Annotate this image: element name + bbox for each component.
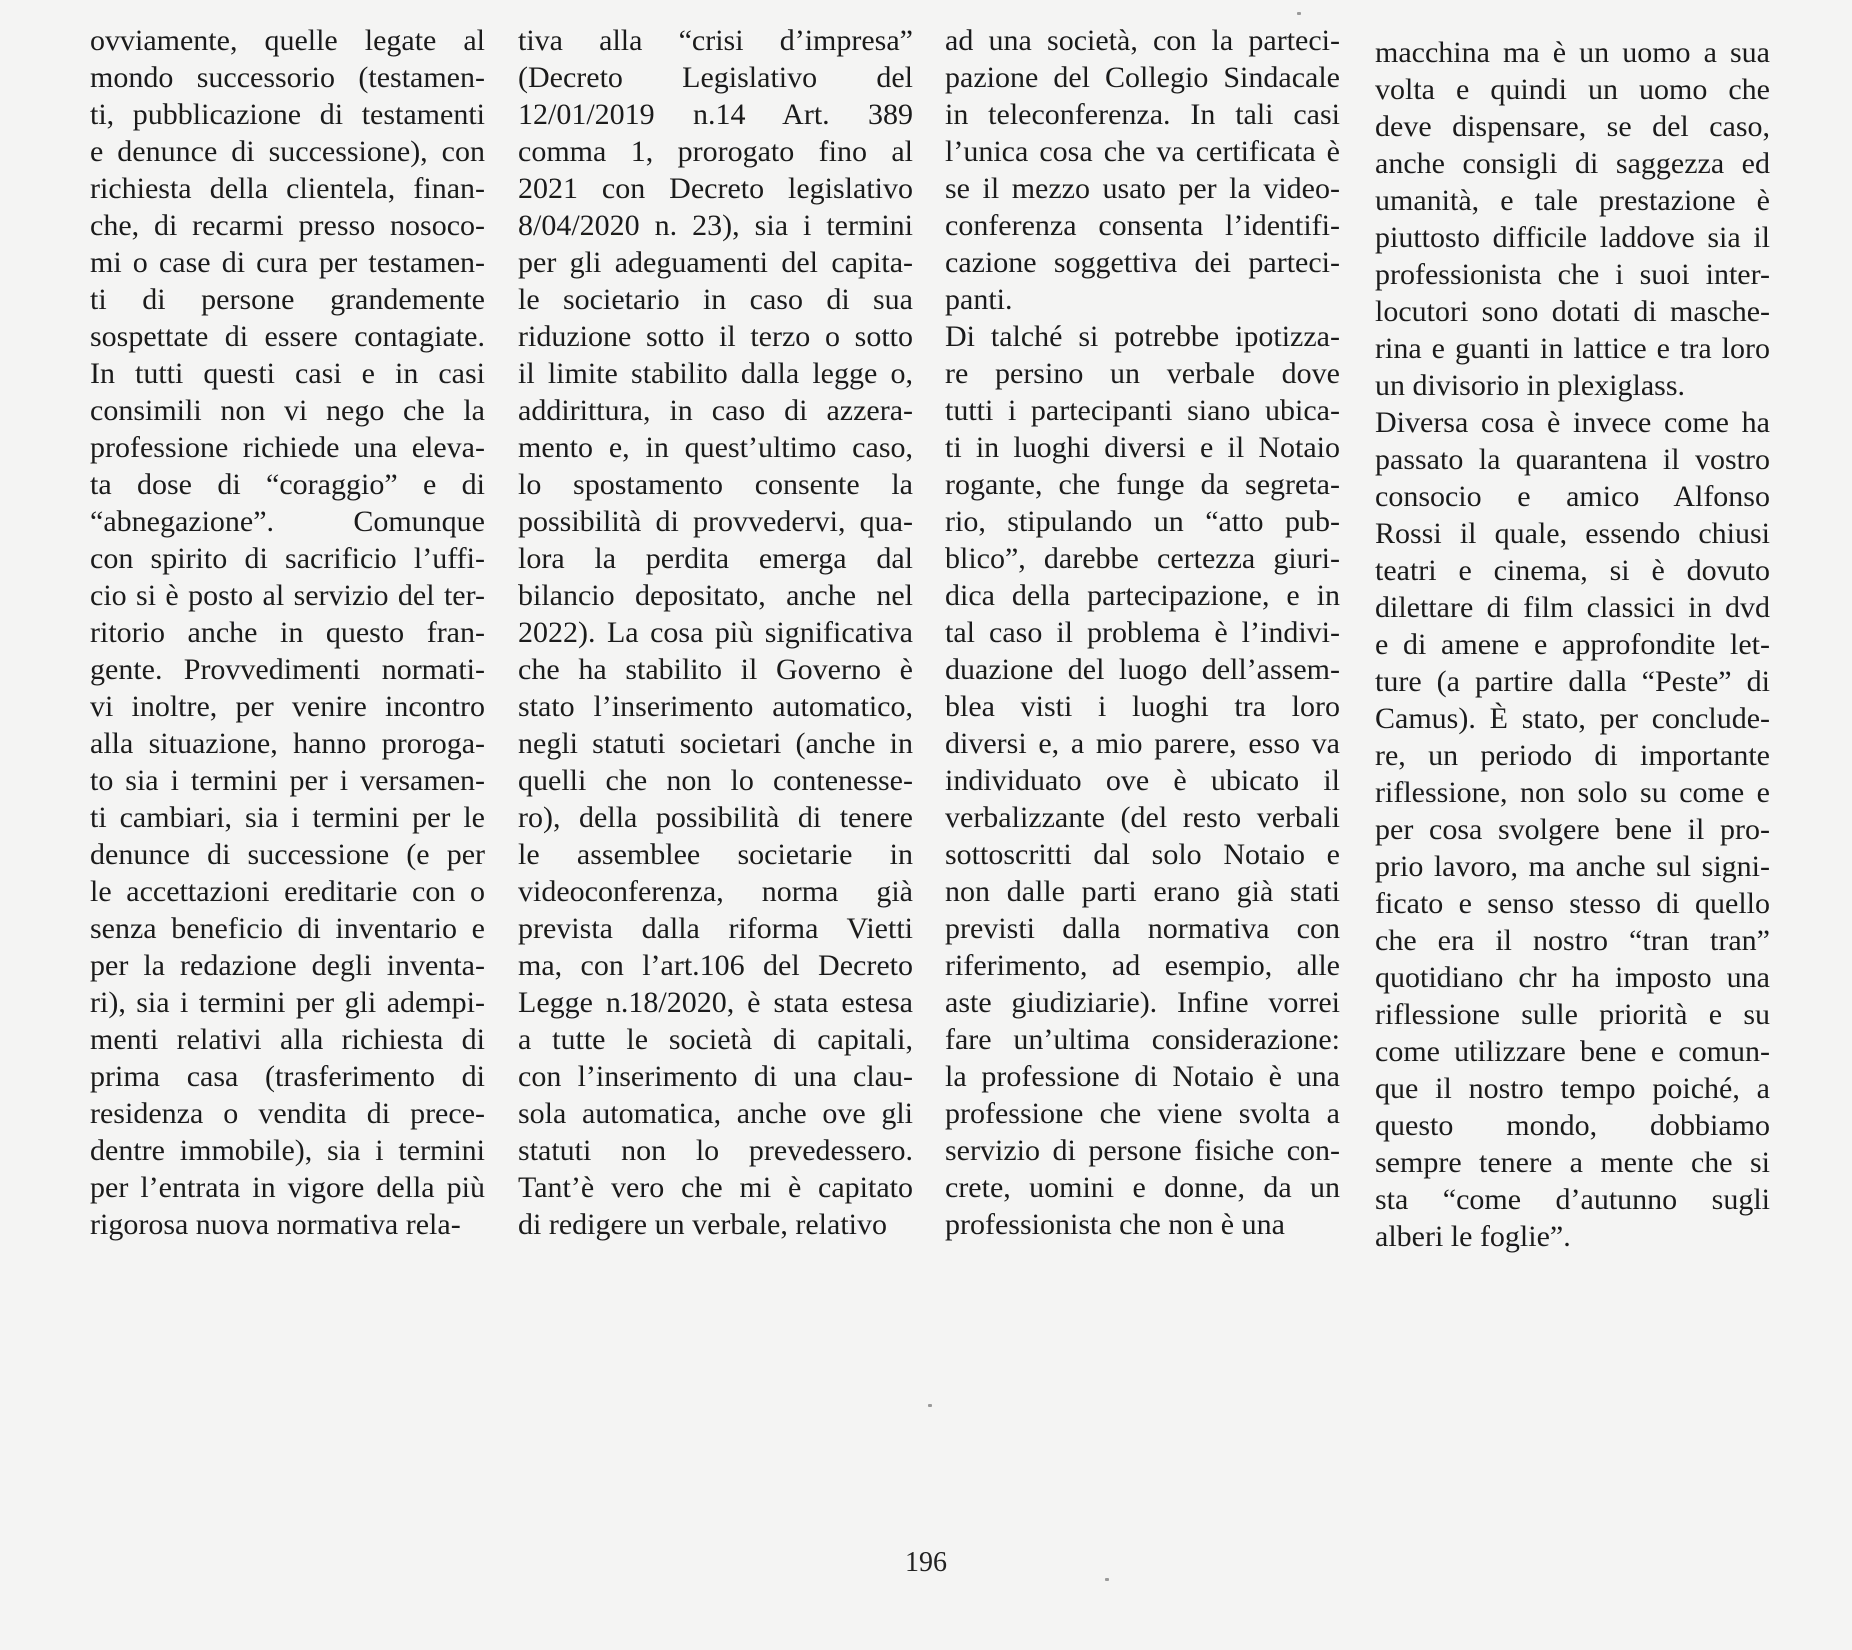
text-line: “abnegazione”. Comunque: [90, 505, 485, 538]
text-line: re, un periodo di importante: [1375, 739, 1770, 772]
text-line: non dalle parti erano già stati: [945, 875, 1340, 908]
text-line: mi o case di cura per testamen-: [90, 246, 485, 279]
text-line: conferenza consenta l’identifi-: [945, 209, 1340, 242]
text-line: Di talché si potrebbe ipotizza-: [945, 320, 1340, 353]
text-line: rigorosa nuova normativa rela-: [90, 1208, 461, 1241]
text-line: ti, pubblicazione di testamenti: [90, 98, 485, 131]
text-line: e denunce di successione), con: [90, 135, 485, 168]
text-line: di redigere un verbale, relativo: [518, 1208, 887, 1241]
text-line: crete, uomini e donne, da un: [945, 1171, 1340, 1204]
text-line: In tutti questi casi e in casi: [90, 357, 485, 390]
text-line: ro), della possibilità di tenere: [518, 801, 913, 834]
text-line: con l’inserimento di una clau-: [518, 1060, 913, 1093]
text-line: sottoscritti dal solo Notaio e: [945, 838, 1340, 871]
text-line: 8/04/2020 n. 23), sia i termini: [518, 209, 913, 242]
text-line: consimili non vi nego che la: [90, 394, 485, 427]
text-line: bilancio depositato, anche nel: [518, 579, 913, 612]
text-line: videoconferenza, norma già: [518, 875, 913, 908]
text-line: stato l’inserimento automatico,: [518, 690, 913, 723]
text-line: riflessione, non solo su come e: [1375, 776, 1770, 809]
text-line: duazione del luogo dell’assem-: [945, 653, 1340, 686]
text-line: Diversa cosa è invece come ha: [1375, 406, 1770, 439]
text-line: rina e guanti in lattice e tra loro: [1375, 332, 1770, 365]
text-line: 12/01/2019 n.14 Art. 389: [518, 98, 913, 131]
text-line: mento e, in quest’ultimo caso,: [518, 431, 913, 464]
text-line: alla situazione, hanno proroga-: [90, 727, 485, 760]
text-line: per la redazione degli inventa-: [90, 949, 485, 982]
text-line: e di amene e approfondite let-: [1375, 628, 1770, 661]
text-line: ovviamente, quelle legate al: [90, 24, 485, 57]
text-line: le accettazioni ereditarie con o: [90, 875, 485, 908]
text-line: possibilità di provvedervi, qua-: [518, 505, 913, 538]
text-line: Legge n.18/2020, è stata estesa: [518, 986, 913, 1019]
text-line: per gli adeguamenti del capita-: [518, 246, 913, 279]
text-line: professione che viene svolta a: [945, 1097, 1340, 1130]
text-line: (Decreto Legislativo del: [518, 61, 913, 94]
text-line: le assemblee societarie in: [518, 838, 913, 871]
text-line: ta dose di “coraggio” e di: [90, 468, 485, 501]
text-column-3: [945, 22, 1340, 1243]
text-line: aste giudiziarie). Infine vorrei: [945, 986, 1340, 1019]
text-line: diversi e, a mio parere, esso va: [945, 727, 1340, 760]
text-line: questo mondo, dobbiamo: [1375, 1109, 1770, 1142]
text-line: lo spostamento consente la: [518, 468, 913, 501]
text-line: ficato e senso stesso di quello: [1375, 887, 1770, 920]
text-line: cazione soggettiva dei parteci-: [945, 246, 1340, 279]
text-line: tiva alla “crisi d’impresa”: [518, 24, 913, 57]
text-line: umanità, e tale prestazione è: [1375, 184, 1770, 217]
text-line: rio, stipulando un “atto pub-: [945, 505, 1340, 538]
text-line: cio si è posto al servizio del ter-: [90, 579, 485, 612]
text-line: se il mezzo usato per la video-: [945, 172, 1340, 205]
text-line: tutti i partecipanti siano ubica-: [945, 394, 1340, 427]
scan-speck: [928, 1404, 932, 1407]
text-line: sospettate di essere contagiate.: [90, 320, 485, 353]
text-line: l’unica cosa che va certificata è: [945, 135, 1340, 168]
text-line: individuato ove è ubicato il: [945, 764, 1340, 797]
text-line: riduzione sotto il terzo o sotto: [518, 320, 913, 353]
text-line: tal caso il problema è l’indivi-: [945, 616, 1340, 649]
text-line: sta “come d’autunno sugli: [1375, 1183, 1770, 1216]
text-line: locutori sono dotati di masche-: [1375, 295, 1770, 328]
text-line: que il nostro tempo poiché, a: [1375, 1072, 1770, 1105]
text-line: a tutte le società di capitali,: [518, 1023, 913, 1056]
text-line: alberi le foglie”.: [1375, 1220, 1571, 1253]
text-column-2: [518, 22, 913, 1243]
text-line: ti di persone grandemente: [90, 283, 485, 316]
text-line: menti relativi alla richiesta di: [90, 1023, 485, 1056]
text-line: mondo successorio (testamen-: [90, 61, 485, 94]
text-line: blico”, darebbe certezza giuri-: [945, 542, 1340, 575]
text-line: riflessione sulle priorità e su: [1375, 998, 1770, 1031]
text-line: senza beneficio di inventario e: [90, 912, 485, 945]
text-line: che era il nostro “tran tran”: [1375, 924, 1770, 957]
text-line: professionista che non è una: [945, 1208, 1285, 1241]
text-line: professionista che i suoi inter-: [1375, 258, 1770, 291]
text-line: ritorio anche in questo fran-: [90, 616, 485, 649]
scan-speck: [1297, 12, 1301, 15]
text-line: sempre tenere a mente che si: [1375, 1146, 1770, 1179]
text-line: residenza o vendita di prece-: [90, 1097, 485, 1130]
text-line: che ha stabilito il Governo è: [518, 653, 913, 686]
text-line: to sia i termini per i versamen-: [90, 764, 485, 797]
text-line: re persino un verbale dove: [945, 357, 1340, 390]
text-line: professione richiede una eleva-: [90, 431, 485, 464]
text-line: quelli che non lo contenesse-: [518, 764, 913, 797]
text-line: deve dispensare, se del caso,: [1375, 110, 1770, 143]
text-line: in teleconferenza. In tali casi: [945, 98, 1340, 131]
text-line: anche consigli di saggezza ed: [1375, 147, 1770, 180]
text-line: prevista dalla riforma Vietti: [518, 912, 913, 945]
text-line: la professione di Notaio è una: [945, 1060, 1340, 1093]
text-line: consocio e amico Alfonso: [1375, 480, 1770, 513]
text-line: previsti dalla normativa con: [945, 912, 1340, 945]
text-line: dentre immobile), sia i termini: [90, 1134, 485, 1167]
text-line: richiesta della clientela, finan-: [90, 172, 485, 205]
text-line: 2022). La cosa più significativa: [518, 616, 913, 649]
text-column-1: [90, 22, 485, 1243]
text-line: riferimento, ad esempio, alle: [945, 949, 1340, 982]
text-line: vi inoltre, per venire incontro: [90, 690, 485, 723]
text-line: sola automatica, anche ove gli: [518, 1097, 913, 1130]
text-line: ture (a partire dalla “Peste” di: [1375, 665, 1770, 698]
text-line: teatri e cinema, si è dovuto: [1375, 554, 1770, 587]
text-line: che, di recarmi presso nosoco-: [90, 209, 485, 242]
text-line: Camus). È stato, per conclude-: [1375, 702, 1770, 735]
text-line: rogante, che funge da segreta-: [945, 468, 1340, 501]
text-line: servizio di persone fisiche con-: [945, 1134, 1340, 1167]
text-line: prio lavoro, ma anche sul signi-: [1375, 850, 1770, 883]
text-line: ma, con l’art.106 del Decreto: [518, 949, 913, 982]
text-line: comma 1, prorogato fino al: [518, 135, 913, 168]
text-line: denunce di successione (e per: [90, 838, 485, 871]
text-line: prima casa (trasferimento di: [90, 1060, 485, 1093]
text-line: statuti non lo prevedessero.: [518, 1134, 913, 1167]
text-line: Tant’è vero che mi è capitato: [518, 1171, 913, 1204]
text-line: macchina ma è un uomo a sua: [1375, 36, 1770, 69]
text-line: ti cambiari, sia i termini per le: [90, 801, 485, 834]
text-line: panti.: [945, 283, 1013, 316]
text-line: piuttosto difficile laddove sia il: [1375, 221, 1770, 254]
text-line: passato la quarantena il vostro: [1375, 443, 1770, 476]
text-line: Rossi il quale, essendo chiusi: [1375, 517, 1770, 550]
text-line: quotidiano chr ha imposto una: [1375, 961, 1770, 994]
text-line: dilettare di film classici in dvd: [1375, 591, 1770, 624]
text-line: volta e quindi un uomo che: [1375, 73, 1770, 106]
text-line: come utilizzare bene e comun-: [1375, 1035, 1770, 1068]
text-line: blea visti i luoghi tra loro: [945, 690, 1340, 723]
text-line: verbalizzante (del resto verbali: [945, 801, 1340, 834]
text-line: pazione del Collegio Sindacale: [945, 61, 1340, 94]
text-line: ad una società, con la parteci-: [945, 24, 1340, 57]
text-line: con spirito di sacrificio l’uffi-: [90, 542, 485, 575]
text-line: dica della partecipazione, e in: [945, 579, 1340, 612]
text-column-4: [1375, 34, 1770, 1255]
text-line: le societario in caso di sua: [518, 283, 913, 316]
text-line: il limite stabilito dalla legge o,: [518, 357, 913, 390]
text-line: ti in luoghi diversi e il Notaio: [945, 431, 1340, 464]
text-line: gente. Provvedimenti normati-: [90, 653, 485, 686]
text-line: lora la perdita emerga dal: [518, 542, 913, 575]
text-line: per l’entrata in vigore della più: [90, 1171, 485, 1204]
page-number: 196: [905, 1547, 947, 1578]
text-line: per cosa svolgere bene il pro-: [1375, 813, 1770, 846]
text-line: fare un’ultima considerazione:: [945, 1023, 1340, 1056]
scan-speck: [1105, 1578, 1109, 1581]
text-line: un divisorio in plexiglass.: [1375, 369, 1685, 402]
text-line: 2021 con Decreto legislativo: [518, 172, 913, 205]
text-line: ri), sia i termini per gli adempi-: [90, 986, 485, 1019]
text-line: negli statuti societari (anche in: [518, 727, 913, 760]
text-line: addirittura, in caso di azzera-: [518, 394, 913, 427]
